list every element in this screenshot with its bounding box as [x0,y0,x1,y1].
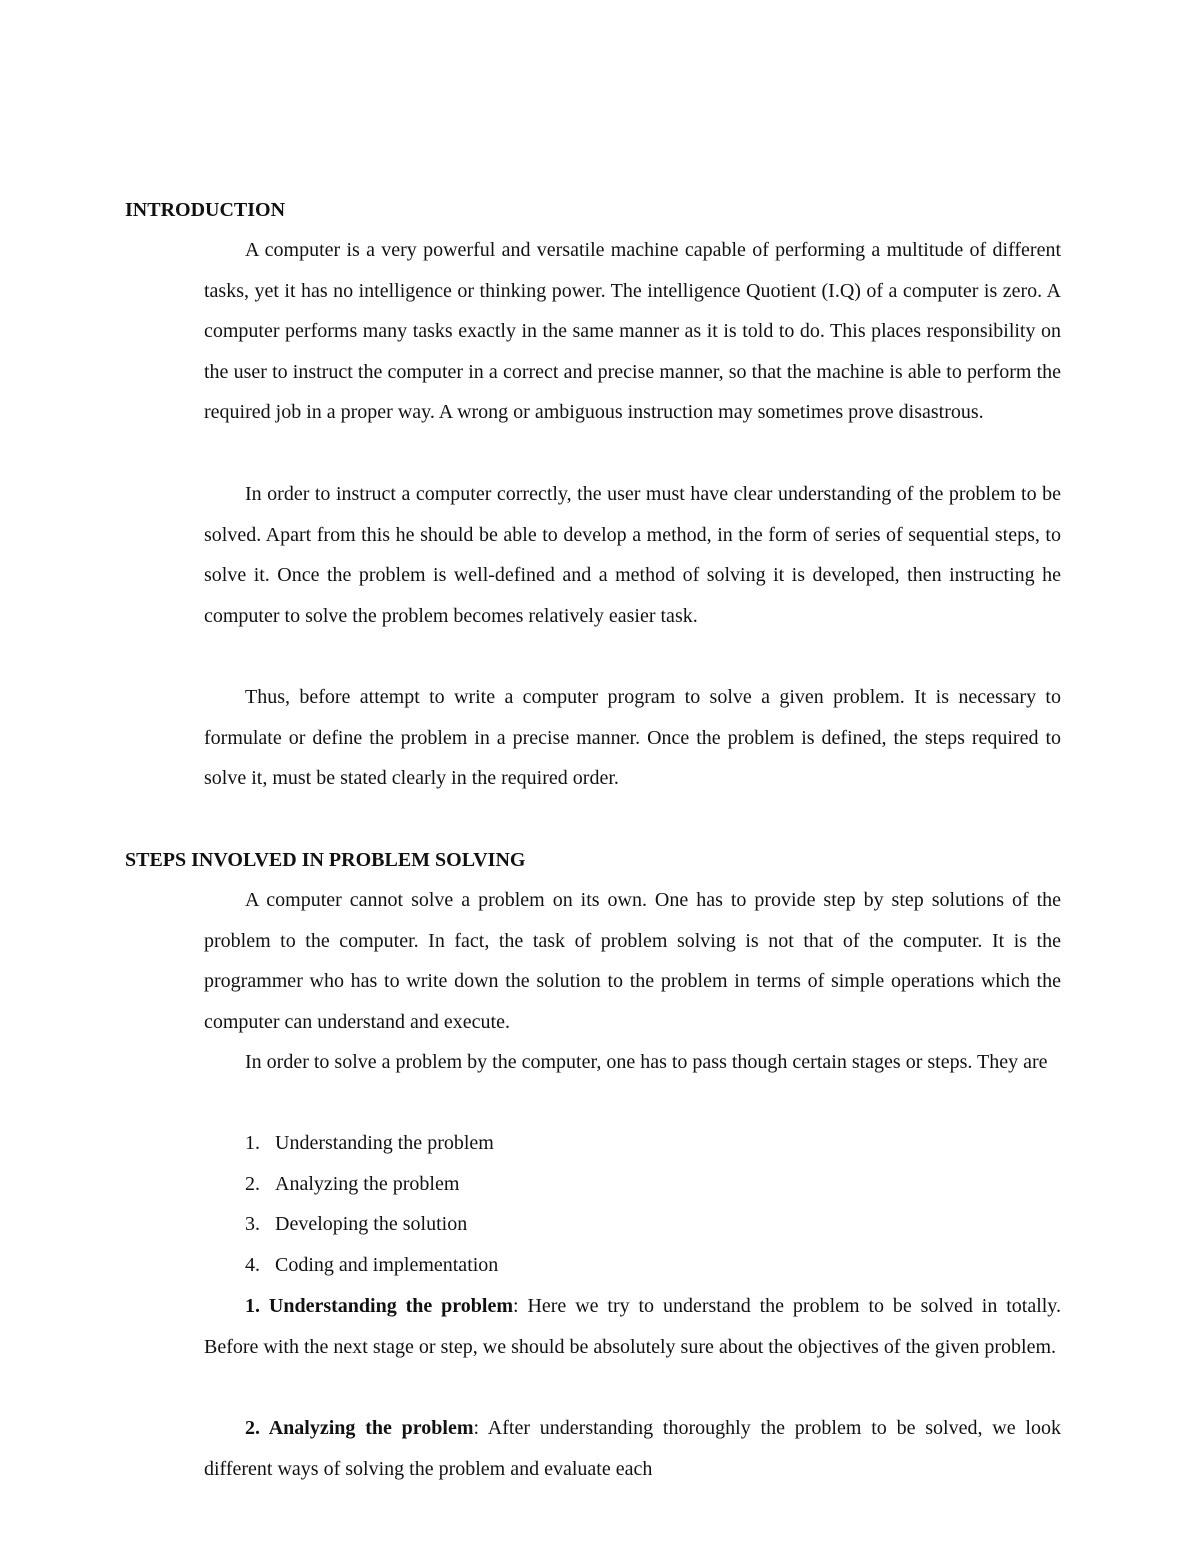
list-item [245,1245,498,1286]
steps-paragraph-1: A computer cannot solve a problem on its own. One has to provide step by step solutions of the problem to the computer. In fact, the task of problem solving is not that of the computer. It is the programmer who has to write down the solution to the problem in terms of simple operations which the computer can understand and execute. [204,889,1061,1033]
detail-text: : After understanding thoroughly the problem to be solved, we look different ways of solving the problem and evaluate each [204,1417,1061,1480]
steps-paragraph-2: In order to solve a problem by the computer, one has to pass though certain stages or steps. They are [245,1051,1048,1073]
list-item [245,1123,498,1164]
list-item-text: Developing the solution [275,1213,468,1236]
introduction-heading: INTRODUCTION [125,199,286,221]
list-item [245,1164,498,1205]
intro-paragraph-2: In order to instruct a computer correctly, the user must have clear understanding of the problem to be solved. Apart from this he should be able to develop a method, in the form of series of sequential steps, to solve it. Once the problem is well-defined and a method of solving it is developed, then instructing he computer to solve the problem becomes relatively easier task. [204,483,1061,627]
intro-paragraph-3: Thus, before attempt to write a computer program to solve a given problem. It is necessary to formulate or define the problem in a precise manner. Once the problem is defined, the steps required to solve it, must be stated clearly in the required order. [204,686,1061,790]
list-item-number: 2. [245,1172,260,1195]
detail-analyzing [204,1408,1061,1489]
detail-term: 2. Analyzing the problem [245,1417,474,1439]
list-item-number: 4. [245,1253,260,1276]
list-item-number: 1. [245,1132,260,1154]
steps-heading: STEPS INVOLVED IN PROBLEM SOLVING [125,849,526,871]
list-item-number: 3. [245,1213,260,1236]
list-item-text: Analyzing the problem [275,1172,460,1195]
detail-understanding [204,1286,1061,1367]
steps-list [245,1123,498,1285]
list-item-text: Coding and implementation [275,1253,499,1276]
detail-text: : Here we try to understand the problem to be solved in totally. Before with the next stage or step, we should be absolutely sure about the objectives of the given problem. [204,1295,1062,1358]
detail-term: 1. Understanding the problem [245,1295,513,1317]
list-item [245,1204,498,1245]
intro-paragraph-1: A computer is a very powerful and versatile machine capable of performing a multitude of different tasks, yet it has no intelligence or thinking power. The intelligence Quotient (I.Q) of a computer is zero. A computer performs many tasks exactly in the same manner as it is told to do. This places responsibility on the user to instruct the computer in a correct and precise manner, so that the machine is able to perform the required job in a proper way. A wrong or ambiguous instruction may sometimes prove disastrous. [204,239,1061,424]
list-item-text: Understanding the problem [275,1132,494,1154]
